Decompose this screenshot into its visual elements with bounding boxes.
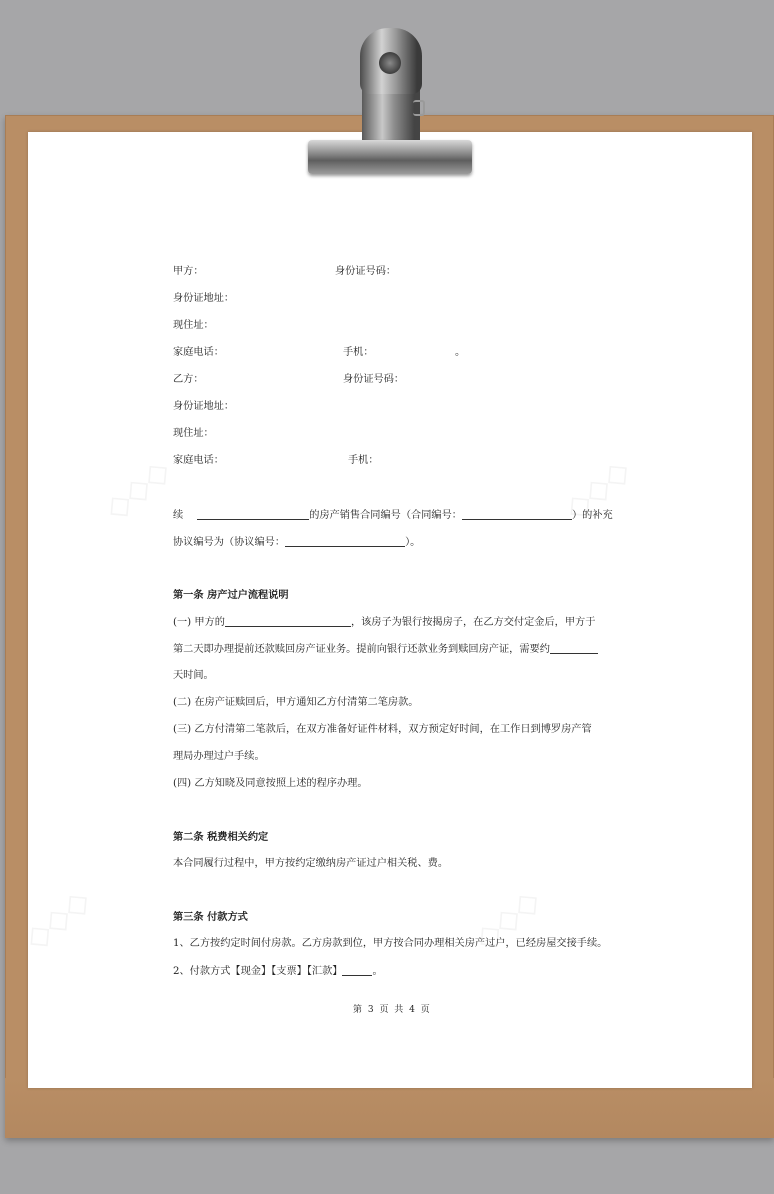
blank-line — [197, 508, 309, 520]
binder-clip-icon — [300, 20, 480, 180]
blank-line — [285, 535, 405, 547]
blank-line — [462, 508, 572, 520]
party-a-label: 甲方： — [173, 266, 204, 277]
intro-p2-end: ）。 — [405, 537, 421, 548]
intro-p1-end: ）的补充 — [572, 510, 613, 521]
article-1-item-4: (四) 乙方知晓及同意按照上述的程序办理。 — [173, 778, 368, 789]
article-3-item-1: 1、乙方按约定时间付房款。乙方房款到位，甲方按合同办理相关房产过户，已经房屋交接手续。 — [173, 938, 608, 949]
article-1-item-1-line-3: 天时间。 — [173, 670, 214, 681]
article-2-title: 第二条 税费相关约定 — [173, 831, 269, 843]
article-3-item-2-end: 。 — [372, 966, 383, 977]
article-1-item-2: (二) 在房产证赎回后，甲方通知乙方付清第二笔房款。 — [173, 697, 419, 708]
article-2-body: 本合同履行过程中，甲方按约定缴纳房产证过户相关税、费。 — [173, 858, 449, 869]
party-a-address-label: 现住址： — [173, 320, 214, 331]
page-footer: 第 3 页 共 4 页 — [353, 1005, 430, 1015]
intro-line-2 — [173, 535, 420, 550]
intro-line-1 — [173, 508, 613, 523]
party-a-mobile-tail: 。 — [455, 347, 466, 358]
party-b-mobile-label: 手机： — [348, 455, 379, 466]
article-1-title: 第一条 房产过户流程说明 — [173, 589, 289, 601]
party-b-address-label: 现住址： — [173, 428, 214, 439]
party-a-id-label: 身份证号码： — [335, 266, 397, 277]
article-3-item-2-start: 2、付款方式【现金】【支票】【汇款】 — [173, 966, 343, 977]
clip-pin — [413, 100, 425, 116]
party-b-label: 乙方： — [173, 374, 204, 385]
blank-line — [342, 964, 372, 976]
article-1-item-1-line-2 — [173, 642, 598, 657]
intro-p1-start: 续 — [173, 510, 184, 521]
intro-p1-mid: 的房产销售合同编号（合同编号： — [309, 510, 462, 521]
article-1-item-1-start: (一) 甲方的 — [173, 617, 225, 628]
party-b-id-label: 身份证号码： — [343, 374, 405, 385]
article-1-item-1-line-2-text: 第二天即办理提前还款赎回房产证业务。提前向银行还款业务到赎回房产证，需要约 — [173, 644, 550, 655]
clip-plate — [308, 140, 472, 174]
article-1-item-3-line-2: 理局办理过户手续。 — [173, 751, 265, 762]
party-b-home-phone-label: 家庭电话： — [173, 455, 224, 466]
article-1-item-1-end: ，该房子为银行按揭房子，在乙方交付定金后，甲方于 — [350, 617, 596, 628]
blank-line — [225, 615, 351, 627]
party-a-home-phone-label: 家庭电话： — [173, 347, 224, 358]
blank-line — [550, 642, 598, 654]
intro-p2-start: 协议编号为（协议编号： — [173, 537, 286, 548]
party-a-mobile-label: 手机： — [343, 347, 374, 358]
party-b-id-address-label: 身份证地址： — [173, 401, 235, 412]
article-3-title: 第三条 付款方式 — [173, 911, 248, 923]
clip-hole — [379, 52, 401, 74]
article-1-item-3-line-1: (三) 乙方付清第二笔款后，在双方准备好证件材料，双方预定好时间，在工作日到博罗房产管 — [173, 724, 592, 735]
article-3-item-2 — [173, 964, 383, 979]
party-a-id-address-label: 身份证地址： — [173, 293, 235, 304]
article-1-item-1 — [173, 615, 595, 630]
